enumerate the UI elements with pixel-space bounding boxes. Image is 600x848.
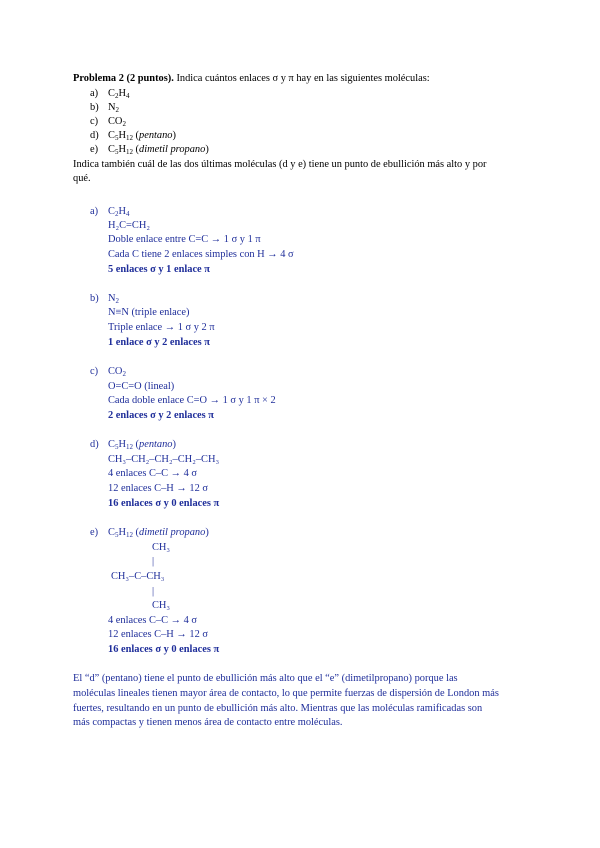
answer-a-line2: Cada C tiene 2 enlaces simples con H → 4 σ (108, 249, 294, 260)
answer-d-line1: 4 enlaces C–C → 4 σ (108, 468, 198, 479)
conclusion-line-3: fuertes, resultando en un punto de ebullición más alto. Mientras que las moléculas ramificadas son (73, 703, 483, 714)
answer-e-bottom-bond: | (152, 586, 155, 597)
answer-d-line2: 12 enlaces C–H → 12 σ (108, 483, 208, 494)
answer-d-header: d) $C_5H_{12}$ (pentano) (90, 439, 176, 451)
problem-title: Problema 2 (2 puntos). (73, 73, 174, 84)
answer-c-result: 2 enlaces σ y 2 enlaces π (108, 410, 214, 421)
item-d: d) $C_5H_{12}$ (pentano) (90, 130, 176, 142)
item-a: a) $C_2H_4$ (90, 88, 130, 100)
answer-e-bottom-methyl: CH₃ (152, 600, 171, 611)
answer-c-header: c) $CO_2$ (90, 366, 126, 378)
answer-e-main-chain: CH₃–C–CH₃ (111, 571, 165, 582)
answer-c-line1: Cada doble enlace C=O → 1 σ y 1 π × 2 (108, 395, 276, 406)
conclusion-line-4: más compactas y tienen menos área de contacto entre moléculas. (73, 717, 343, 728)
item-b: b) $N_2$ (90, 102, 120, 114)
problem-statement: Indica cuántos enlaces σ y π hay en las siguientes moléculas: (173, 73, 430, 84)
answer-a-structure: H₂C=CH₂ (108, 220, 150, 231)
answer-e-top-bond: | (152, 556, 155, 567)
item-e: e) $C_5H_{12}$ (dimetil propano) (90, 144, 209, 156)
answer-e-line2: 12 enlaces C–H → 12 σ (108, 629, 208, 640)
answer-d-structure: CH₃–CH₂–CH₂–CH₂–CH₃ (108, 454, 220, 465)
answer-e-result: 16 enlaces σ y 0 enlaces π (108, 644, 220, 655)
answer-e-top-methyl: CH₃ (152, 542, 171, 553)
answer-b-structure: N≡N (triple enlace) (108, 307, 190, 318)
conclusion-line-1: El “d” (pentano) tiene el punto de ebullición más alto que el “e” (dimetilpropano) porque las (73, 673, 458, 684)
item-c: c) $CO_2$ (90, 116, 126, 128)
answer-b-line1: Triple enlace → 1 σ y 2 π (108, 322, 215, 333)
answer-a-result: 5 enlaces σ y 1 enlace π (108, 264, 210, 275)
answer-e-line1: 4 enlaces C–C → 4 σ (108, 615, 198, 626)
answer-d-result: 16 enlaces σ y 0 enlaces π (108, 498, 220, 509)
answer-b-header: b) $N_2$ (90, 293, 120, 305)
answer-c-structure: O=C=O (lineal) (108, 381, 175, 392)
conclusion-line-2: moléculas lineales tienen mayor área de contacto, lo que permite fuerzas de dispersión de London más (73, 688, 499, 699)
answer-a-header: a) $C_2H_4$ (90, 206, 130, 218)
answer-b-result: 1 enlace σ y 2 enlaces π (108, 337, 210, 348)
answer-e-header: e) $C_5H_{12}$ (dimetil propano) (90, 527, 209, 539)
question-line-1: Indica también cuál de las dos últimas moléculas (d y e) tiene un punto de ebullición más alto y por (73, 159, 487, 170)
answer-a-line1: Doble enlace entre C=C → 1 σ y 1 π (108, 234, 261, 245)
question-line-2: qué. (73, 173, 91, 184)
problem-heading (73, 72, 430, 86)
